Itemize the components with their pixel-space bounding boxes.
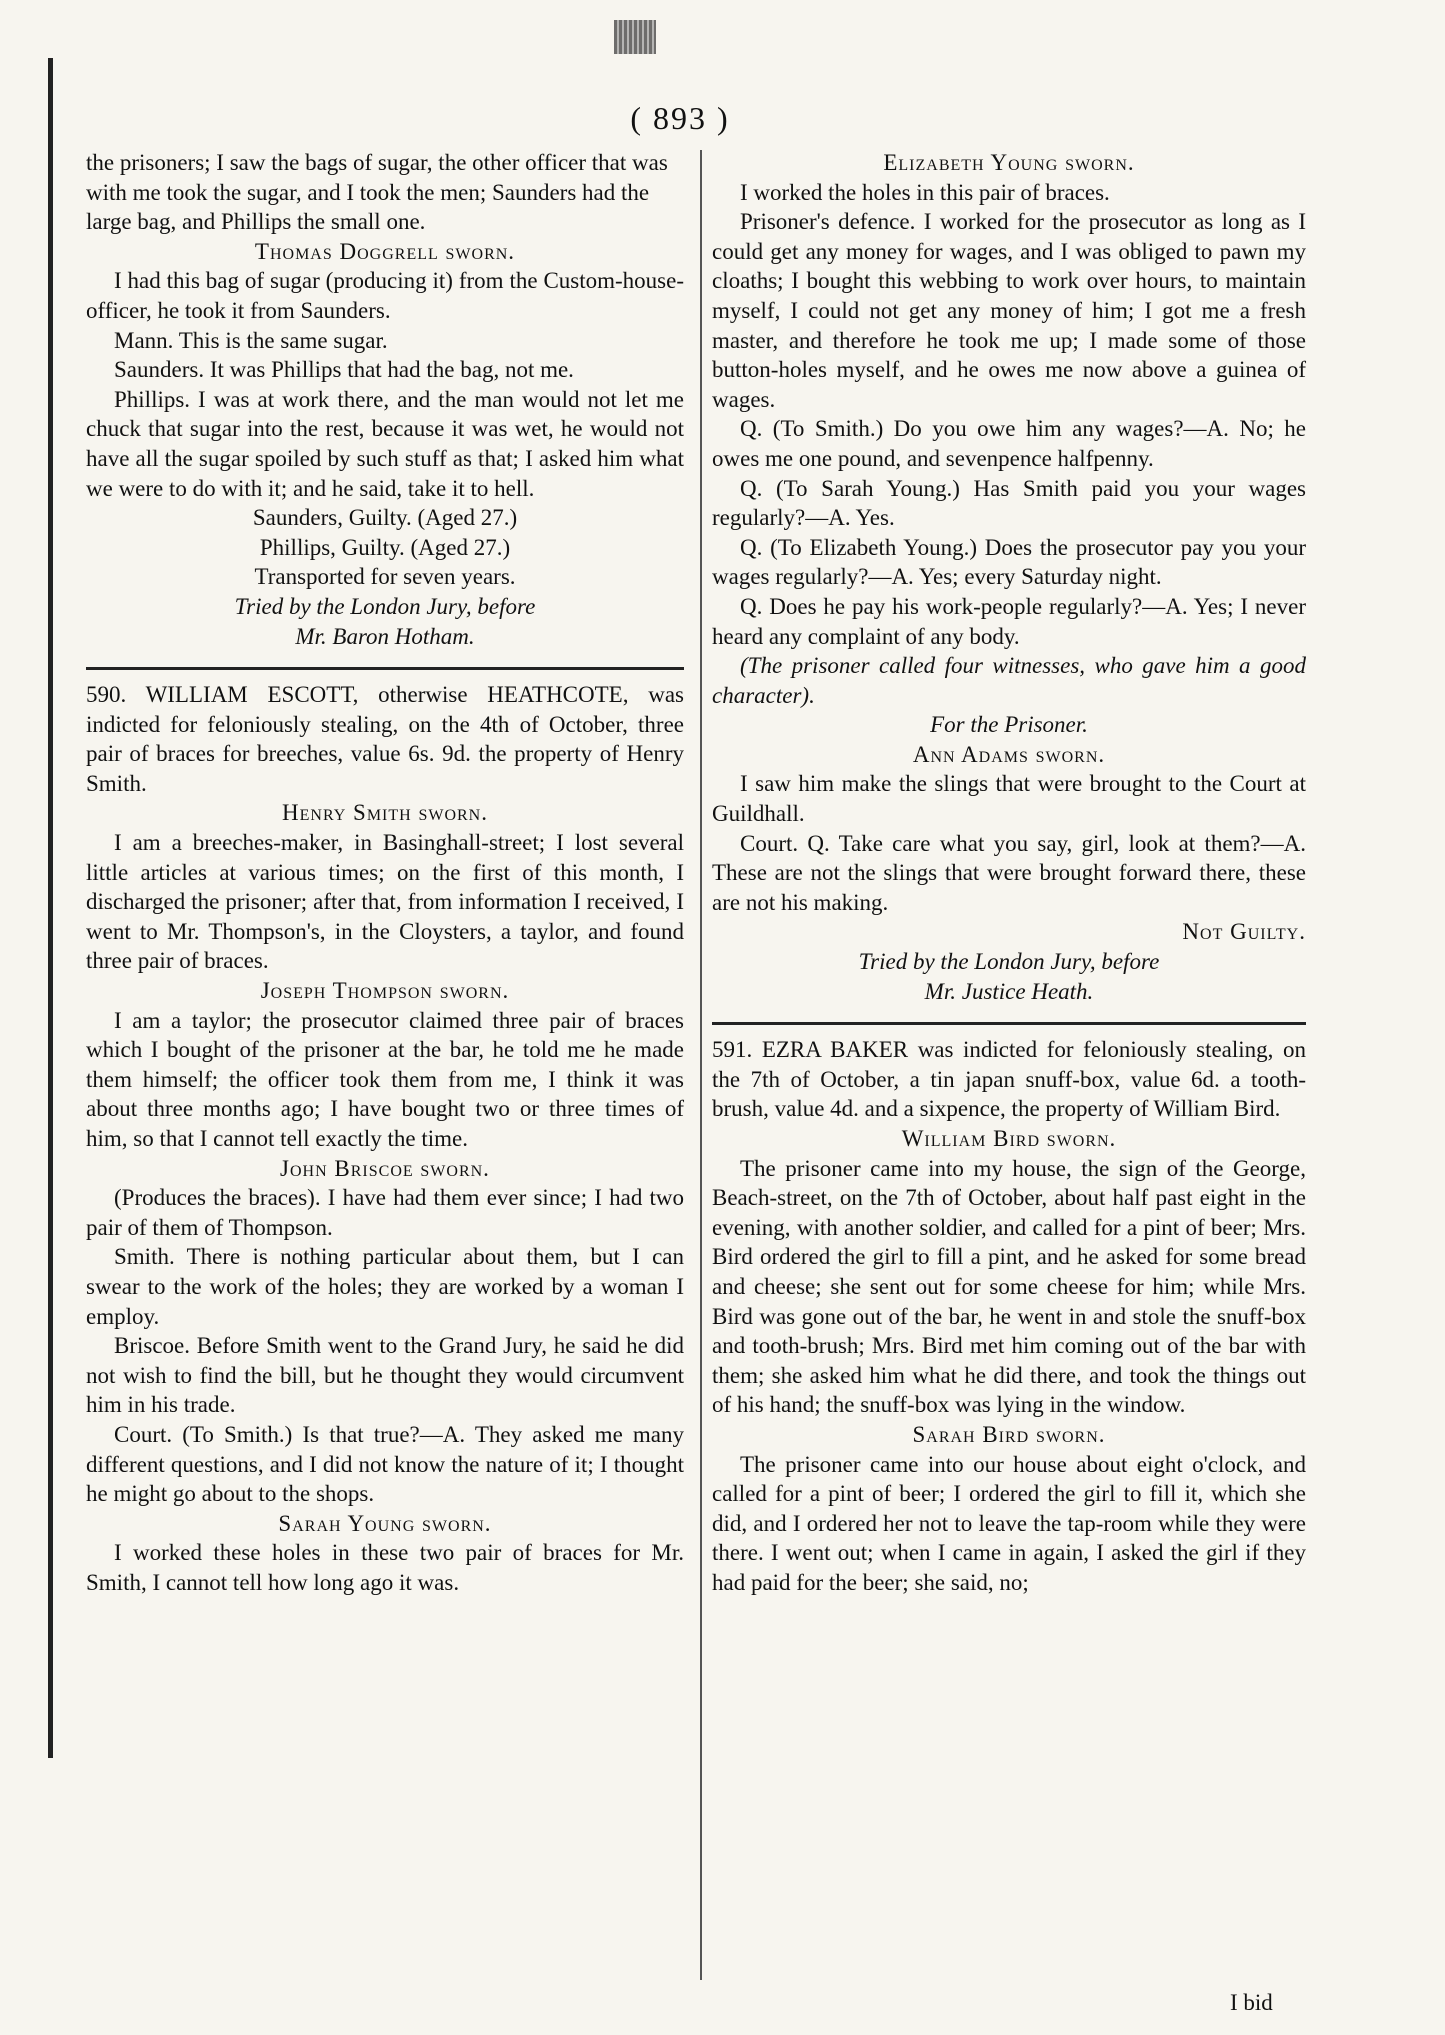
page-number: ( 893 ) bbox=[630, 100, 730, 136]
paragraph: Q. (To Sarah Young.) Has Smith paid you your wages regularly?—A. Yes. bbox=[712, 475, 1306, 531]
section-divider bbox=[86, 667, 684, 670]
paragraph: Prisoner's defence. I worked for the prosecutor as long as I could get any money for wages, and I was obliged to pawn my cloaths; I bought this webbing to work over hours, to maintain myself, I could not get any money of him; I got me a fresh master, and therefore he took me up; I made some of those button-holes myself, and he owes me now above a guinea of wages. bbox=[712, 209, 1306, 412]
paragraph: Briscoe. Before Smith went to the Grand Jury, he said he did not wish to find the bill, but he thought they would circumvent him in his trade. bbox=[86, 1333, 684, 1418]
witness-heading: Sarah Bird sworn. bbox=[912, 1421, 1106, 1447]
paragraph: I am a taylor; the prosecutor claimed three pair of braces which I bought of the prisoner at the bar, he told me he made them himself; the officer took them from me, I think it was about three months ago; I have bought two or three times of him, so that I cannot tell exactly the time. bbox=[86, 1007, 684, 1151]
section-divider bbox=[712, 1022, 1306, 1025]
paragraph: Court. (To Smith.) Is that true?—A. They asked me many different questions, and I did not know the nature of it; I thought he might go about to the shops. bbox=[86, 1421, 684, 1507]
header-ornament bbox=[614, 20, 656, 54]
left-column bbox=[86, 148, 684, 1598]
court-line: Tried by the London Jury, before bbox=[858, 949, 1160, 975]
paragraph: Smith. There is nothing particular about them, but I can swear to the work of the holes; they are worked by a woman I employ. bbox=[86, 1244, 684, 1329]
paragraph: I saw him make the slings that were brought to the Court at Guildhall. bbox=[712, 771, 1306, 827]
paragraph: I worked these holes in these two pair of braces for Mr. Smith, I cannot tell how long ago it was. bbox=[86, 1540, 684, 1595]
witness-heading: Ann Adams sworn. bbox=[912, 741, 1106, 767]
margin-rule bbox=[48, 58, 53, 1758]
paragraph: Phillips. I was at work there, and the man would not let me chuck that sugar into the rest, because it was wet, he would not have all the sugar spoiled by such stuff as that; I asked him what we were to do with it; and he said, take it to hell. bbox=[86, 386, 684, 501]
paragraph: Mann. This is the same sugar. bbox=[114, 327, 388, 353]
witness-heading: John Briscoe sworn. bbox=[280, 1155, 490, 1181]
witness-heading: William Bird sworn. bbox=[901, 1126, 1117, 1151]
paragraph: I had this bag of sugar (producing it) from the Custom-house-officer, he took it from Saunders. bbox=[86, 268, 684, 323]
paragraph: I am a breeches-maker, in Basinghall-street; I lost several little articles at various times; on the first of this month, I discharged the prisoner; after that, from information I received, I went to Mr. Thompson's, in the Cloysters, a taylor, and found three pair of braces. bbox=[86, 830, 684, 974]
witness-heading: Thomas Doggrell sworn. bbox=[254, 238, 516, 264]
paragraph: The prisoner came into our house about eight o'clock, and called for a pint of beer; I ordered the girl to fill it, which she did, and I ordered her not to leave the tap-room while they were there. I went out; when I came in again, I asked the girl if they had paid for the beer; she said, no; bbox=[712, 1451, 1306, 1595]
case-heading: 591. EZRA BAKER was indicted for feloniously stealing, on the 7th of October, a tin japan snuff-box, value 6d. a tooth-brush, value 4d. and a sixpence, the property of William Bird. bbox=[712, 1037, 1306, 1122]
catchword: I bid bbox=[1230, 1990, 1273, 2015]
verdict-line: Phillips, Guilty. (Aged 27.) bbox=[259, 534, 511, 560]
paragraph: Q. (To Elizabeth Young.) Does the prosecutor pay you your wages regularly?—A. Yes; every Saturday night. bbox=[712, 534, 1306, 590]
paragraph: Saunders. It was Phillips that had the bag, not me. bbox=[114, 357, 574, 383]
witness-heading: Sarah Young sworn. bbox=[278, 1510, 492, 1536]
verdict-line: Not Guilty. bbox=[1182, 919, 1306, 945]
paragraph: the prisoners; I saw the bags of sugar, the other officer that was with me took the sugar, and I took the men; Saunders had the large bag, and Phillips the small one. bbox=[86, 150, 668, 235]
paragraph: Q. Does he pay his work-people regularly?—A. Yes; I never heard any complaint of any body. bbox=[712, 593, 1306, 649]
paragraph: (The prisoner called four witnesses, who gave him a good character). bbox=[712, 653, 1306, 708]
right-column bbox=[712, 148, 1306, 1598]
witness-heading: Joseph Thompson sworn. bbox=[260, 978, 510, 1004]
court-line: Mr. Justice Heath. bbox=[924, 978, 1094, 1004]
court-line: For the Prisoner. bbox=[930, 712, 1088, 738]
paragraph: The prisoner came into my house, the sign of the George, Beach-street, on the 7th of October, about half past eight in the evening, with another soldier, and called for a pint of beer; Mrs. Bird ordered the girl to fill a pint, and he asked for some bread and cheese; she sent out for some cheese for him; while Mrs. Bird was gone out of the bar, he went in and stole the snuff-box and tooth-brush; Mrs. Bird met him coming out of the bar with them; she asked him what he did there, and took the things out of his hand; the snuff-box was lying in the window. bbox=[712, 1155, 1306, 1418]
verdict-line: Saunders, Guilty. (Aged 27.) bbox=[252, 505, 518, 531]
witness-heading: Elizabeth Young sworn. bbox=[883, 150, 1135, 175]
court-line: Mr. Baron Hotham. bbox=[295, 623, 475, 649]
paragraph: (Produces the braces). I have had them ever since; I had two pair of them of Thompson. bbox=[86, 1185, 684, 1240]
paragraph: Court. Q. Take care what you say, girl, look at them?—A. These are not the slings that were brought forward there, these are not his making. bbox=[712, 830, 1306, 915]
paragraph: I worked the holes in this pair of braces. bbox=[740, 179, 1110, 205]
paragraph: Q. (To Smith.) Do you owe him any wages?—A. No; he owes me one pound, and sevenpence halfpenny. bbox=[712, 416, 1306, 471]
column-divider bbox=[700, 150, 702, 1980]
witness-heading: Henry Smith sworn. bbox=[282, 800, 488, 826]
verdict-line: Transported for seven years. bbox=[254, 564, 516, 590]
court-line: Tried by the London Jury, before bbox=[234, 593, 536, 619]
case-heading: 590. WILLIAM ESCOTT, otherwise HEATHCOTE, was indicted for feloniously stealing, on the 4th of October, three pair of braces for breeches, value 6s. 9d. the property of Henry Smith. bbox=[86, 682, 684, 796]
